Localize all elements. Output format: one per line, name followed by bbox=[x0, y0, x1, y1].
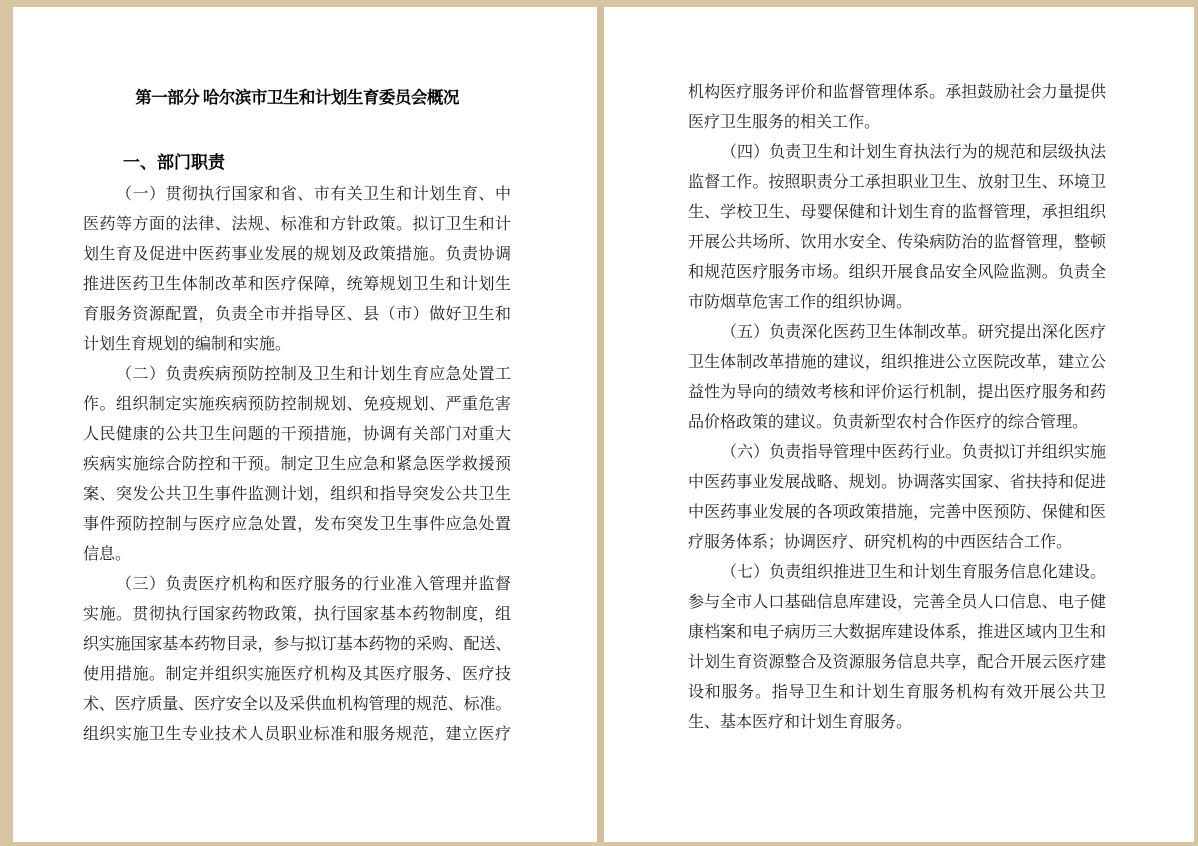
body-line: 医药等方面的法律、法规、标准和方针政策。拟订卫生和计 bbox=[83, 216, 511, 233]
body-line: 疗服务体系；协调医疗、研究机构的中西医结合工作。 bbox=[688, 534, 1073, 551]
body-line: 信息。 bbox=[83, 546, 132, 563]
body-line: 疾病实施综合防控和干预。制定卫生应急和紧急医学救援预 bbox=[83, 456, 511, 473]
body-line: 卫生体制改革措施的建议，组织推进公立医院改革，建立公 bbox=[688, 354, 1106, 371]
body-line: 人民健康的公共卫生问题的干预措施，协调有关部门对重大 bbox=[83, 426, 511, 443]
body-line: 实施。贯彻执行国家药物政策，执行国家基本药物制度，组 bbox=[83, 606, 511, 623]
body-line: 和规范医疗服务市场。组织开展食品安全风险监测。负责全 bbox=[688, 264, 1106, 281]
body-line: 组织实施卫生专业技术人员职业标准和服务规范，建立医疗 bbox=[83, 726, 511, 743]
body-line: （一）贯彻执行国家和省、市有关卫生和计划生育、中 bbox=[116, 186, 511, 203]
body-line: 使用措施。制定并组织实施医疗机构及其医疗服务、医疗技 bbox=[83, 666, 511, 683]
page-right bbox=[604, 7, 1194, 842]
body-line: 参与全市人口基础信息库建设，完善全员人口信息、电子健 bbox=[688, 594, 1106, 611]
body-line: 中医药事业发展的各项政策措施，完善中医预防、保健和医 bbox=[688, 504, 1106, 521]
page-gutter bbox=[597, 7, 604, 842]
body-line: 育服务资源配置，负责全市并指导区、县（市）做好卫生和 bbox=[83, 306, 511, 323]
body-line: 医疗卫生服务的相关工作。 bbox=[688, 114, 881, 131]
body-line: （二）负责疾病预防控制及卫生和计划生育应急处置工 bbox=[116, 366, 511, 383]
body-line: 案、突发公共卫生事件监测计划，组织和指导突发公共卫生 bbox=[83, 486, 511, 503]
body-line: 计划生育规划的编制和实施。 bbox=[83, 336, 292, 353]
body-line: 生、基本医疗和计划生育服务。 bbox=[688, 714, 913, 731]
body-line: 作。组织制定实施疾病预防控制规划、免疫规划、严重危害 bbox=[83, 396, 511, 413]
body-line: （五）负责深化医药卫生体制改革。研究提出深化医疗 bbox=[721, 324, 1106, 341]
body-line: 康档案和电子病历三大数据库建设体系，推进区域内卫生和 bbox=[688, 624, 1106, 641]
body-line: 事件预防控制与医疗应急处置，发布突发卫生事件应急处置 bbox=[83, 516, 511, 533]
body-line: （四）负责卫生和计划生育执法行为的规范和层级执法 bbox=[721, 144, 1106, 161]
body-line: 推进医药卫生体制改革和医疗保障，统筹规划卫生和计划生 bbox=[83, 276, 511, 293]
page-left-text-column bbox=[83, 83, 511, 750]
body-line: （六）负责指导管理中医药行业。负责拟订并组织实施 bbox=[721, 444, 1106, 461]
page-left bbox=[13, 7, 597, 842]
section-heading: 一、部门职责 bbox=[123, 153, 225, 172]
body-line: 益性为导向的绩效考核和评价运行机制，提出医疗服务和药 bbox=[688, 384, 1106, 401]
body-line: 品价格政策的建议。负责新型农村合作医疗的综合管理。 bbox=[688, 414, 1089, 431]
body-line: 机构医疗服务评价和监督管理体系。承担鼓励社会力量提供 bbox=[688, 84, 1106, 101]
body-line: 市防烟草危害工作的组织协调。 bbox=[688, 294, 913, 311]
body-line: 计划生育资源整合及资源服务信息共享，配合开展云医疗建 bbox=[688, 654, 1106, 671]
body-line: 生、学校卫生、母婴保健和计划生育的监督管理，承担组织 bbox=[688, 204, 1106, 221]
body-line: 划生育及促进中医药事业发展的规划及政策措施。负责协调 bbox=[83, 246, 511, 263]
document-title: 第一部分 哈尔滨市卫生和计划生育委员会概况 bbox=[135, 88, 459, 107]
page-right-text-column bbox=[688, 78, 1106, 738]
body-line: 设和服务。指导卫生和计划生育服务机构有效开展公共卫 bbox=[688, 684, 1106, 701]
body-line: 织实施国家基本药物目录，参与拟订基本药物的采购、配送、 bbox=[83, 636, 511, 653]
body-line: （三）负责医疗机构和医疗服务的行业准入管理并监督 bbox=[116, 576, 511, 593]
body-line: 中医药事业发展战略、规划。协调落实国家、省扶持和促进 bbox=[688, 474, 1106, 491]
body-line: （七）负责组织推进卫生和计划生育服务信息化建设。 bbox=[721, 564, 1106, 581]
body-line: 监督工作。按照职责分工承担职业卫生、放射卫生、环境卫 bbox=[688, 174, 1106, 191]
body-line: 开展公共场所、饮用水安全、传染病防治的监督管理，整顿 bbox=[688, 234, 1106, 251]
body-line: 术、医疗质量、医疗安全以及采供血机构管理的规范、标准。 bbox=[83, 696, 511, 713]
